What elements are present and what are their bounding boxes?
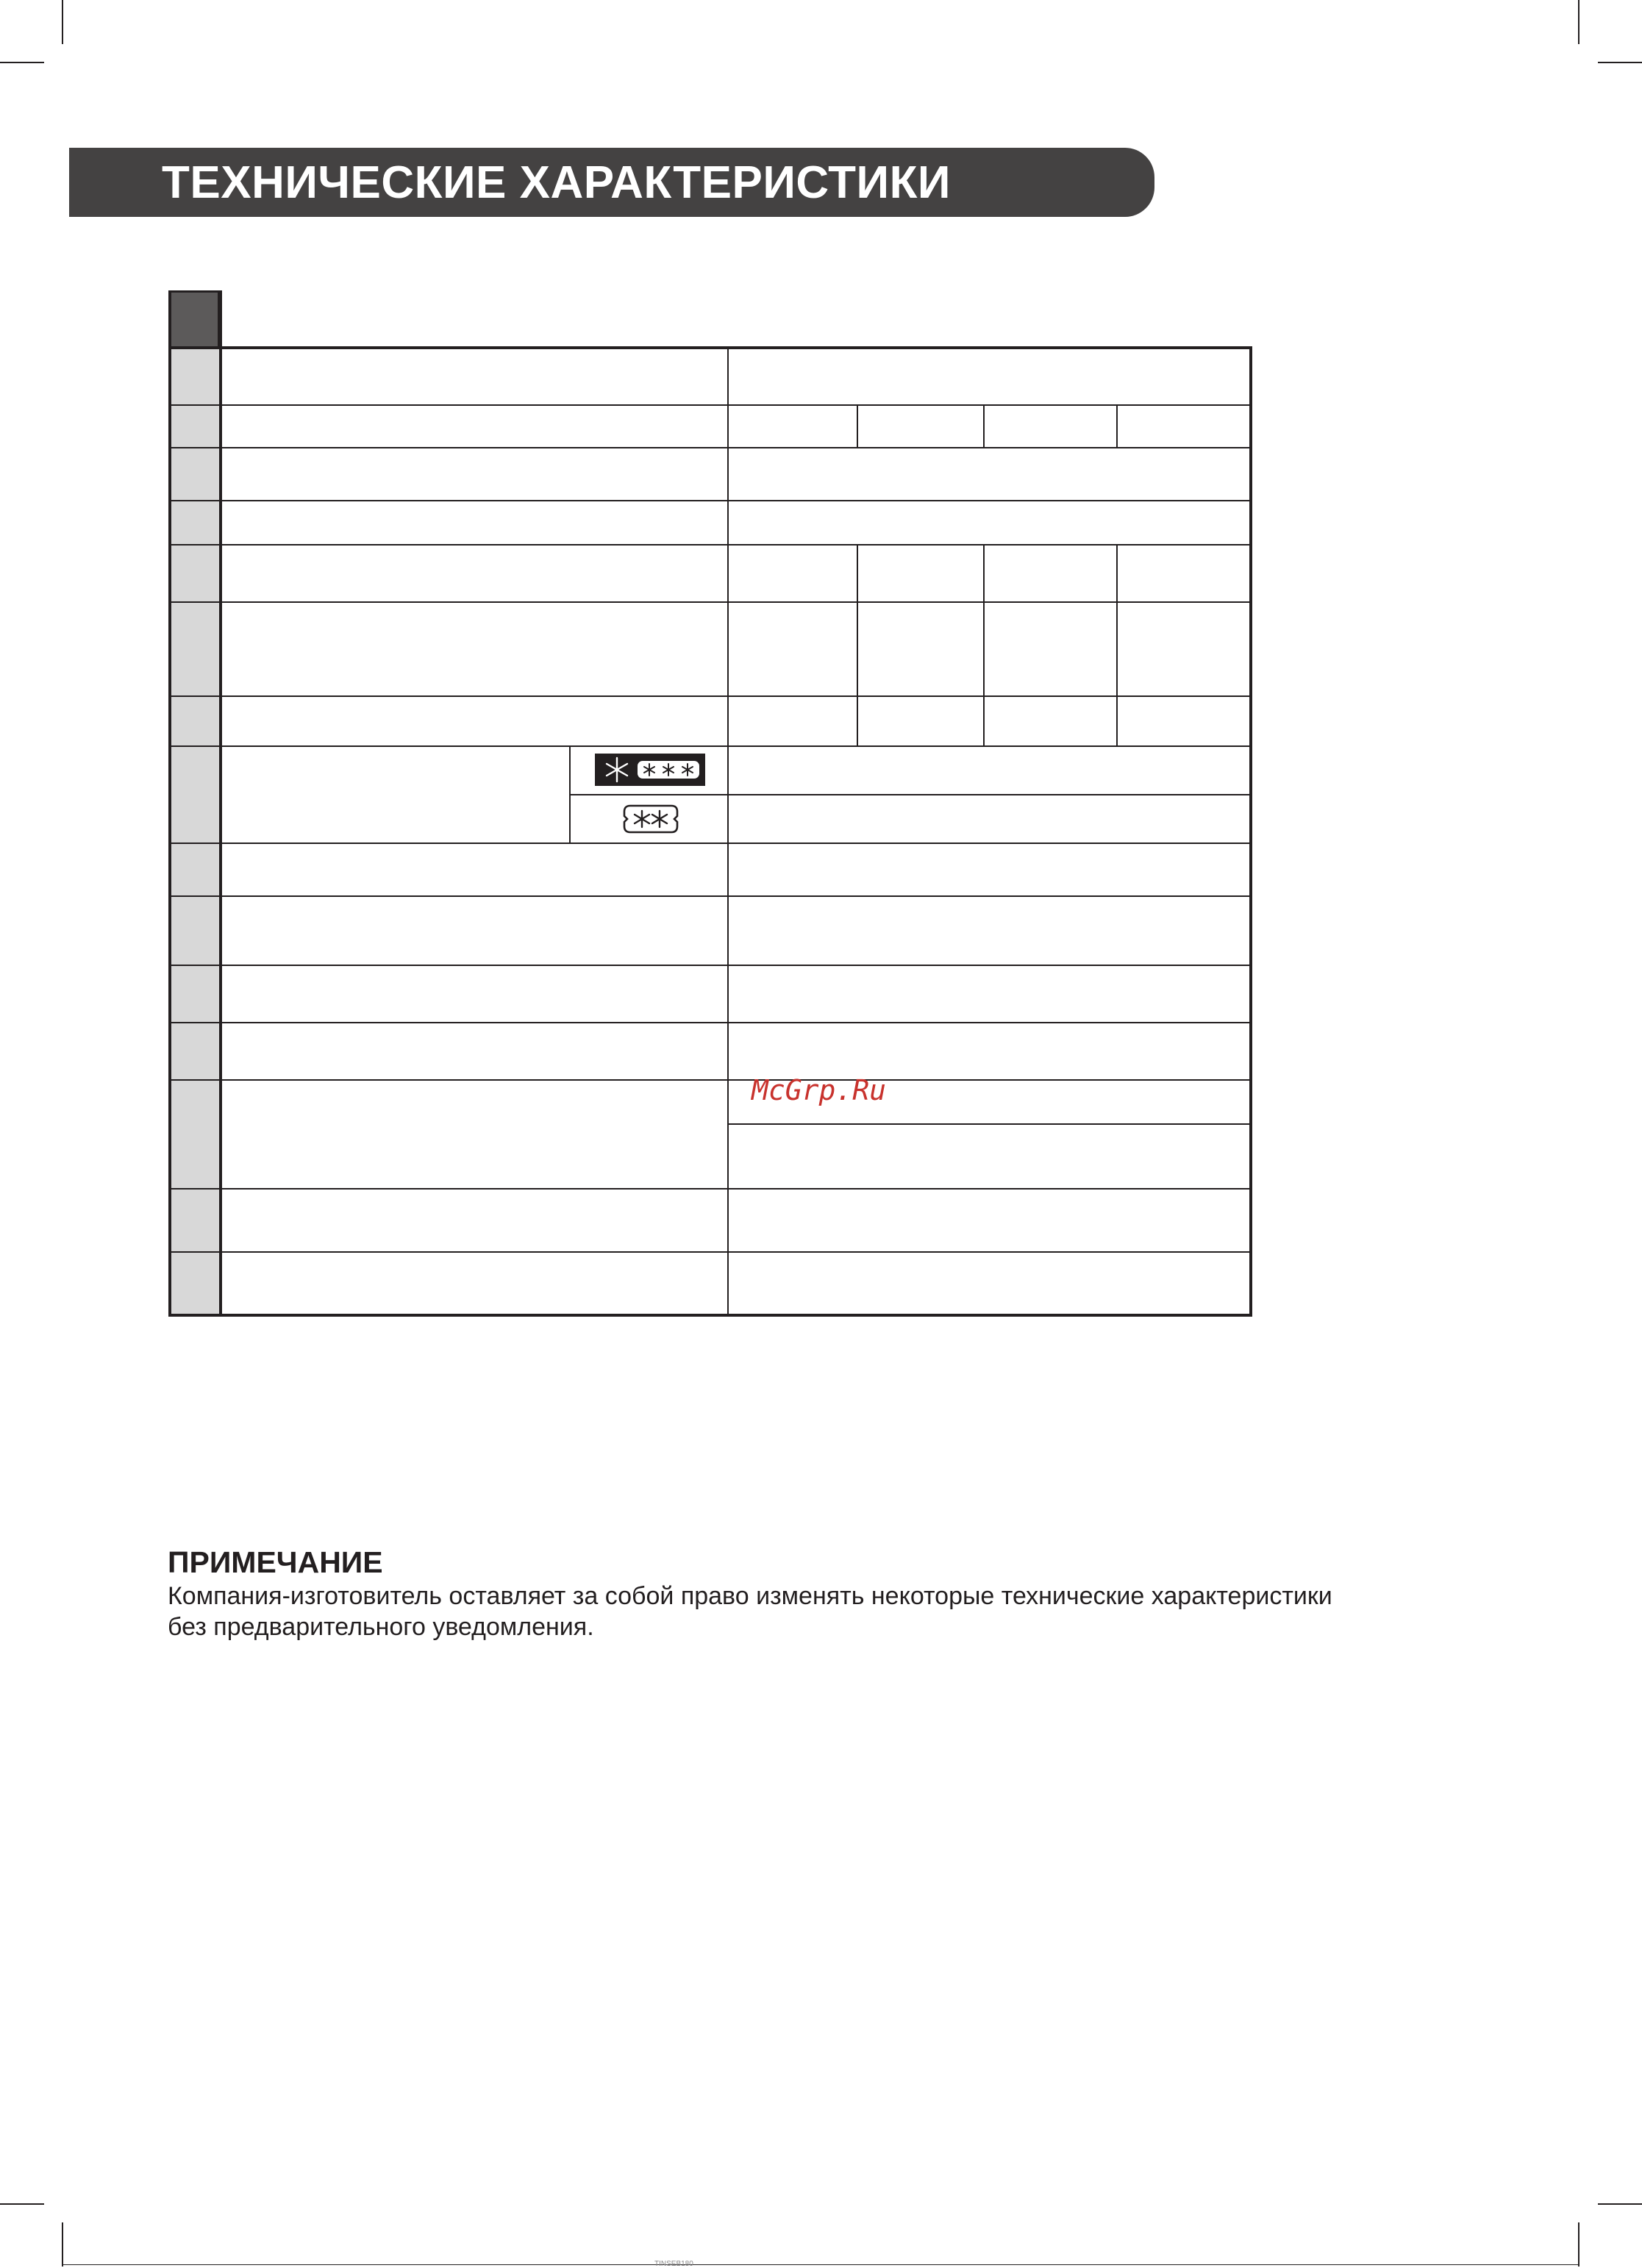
column-divider [727,346,729,748]
row-divider [168,1188,1252,1190]
row-divider [168,500,1252,501]
row-number-cell [168,747,221,843]
sub-column-divider [983,404,985,448]
sub-column-divider [1116,544,1118,747]
row-divider [168,601,1252,603]
row-divider [569,794,1252,795]
row-divider [168,1022,1252,1023]
row-divider [168,965,1252,966]
column-divider [727,843,729,1315]
footer-code: TINSEB180 [654,2260,693,2268]
row-number-cell [168,545,221,601]
column-divider [727,745,729,844]
column-divider [569,745,571,844]
row-divider [168,695,1252,697]
table-header-marker [168,290,220,348]
row-divider [727,1123,1252,1125]
row-divider [168,544,1252,545]
note-line: Компания-изготовитель оставляет за собой право изменять некоторые технические характеристики [168,1582,1332,1610]
row-divider [168,1079,1252,1081]
row-number-cell [168,501,221,544]
note-line: без предварительного уведомления. [168,1613,594,1641]
row-divider [168,895,1252,897]
watermark: McGrp.Ru [752,1074,887,1106]
note-title: ПРИМЕЧАНИЕ [168,1545,383,1579]
table-border [168,1314,1252,1317]
row-number-cell [168,897,221,965]
row-number-cell [168,844,221,895]
row-divider [168,1251,1252,1253]
row-number-cell [168,1253,221,1314]
table-border [168,346,1252,349]
row-divider [168,404,1252,406]
freezer-four-star-icon [595,754,705,786]
table-border [219,290,222,1317]
freezer-two-star-icon [623,803,679,835]
table-border [168,290,171,1317]
note-text [168,1581,1477,1642]
row-divider [168,447,1252,448]
sub-column-divider [857,404,858,448]
sub-column-divider [983,544,985,747]
row-divider [168,843,1252,844]
row-number-cell [168,448,221,500]
row-number-cell [168,406,221,447]
row-number-cell [168,1190,221,1251]
row-number-cell [168,603,221,695]
row-number-cell [168,348,221,404]
table-border [1249,346,1252,1317]
row-divider [168,745,1252,747]
row-number-cell [168,966,221,1022]
row-number-cell [168,697,221,745]
sub-column-divider [1116,404,1118,448]
row-number-cell [168,1023,221,1079]
row-number-cell [168,1081,221,1188]
sub-column-divider [857,544,858,747]
page-title: ТЕХНИЧЕСКИЕ ХАРАКТЕРИСТИКИ [162,157,951,208]
